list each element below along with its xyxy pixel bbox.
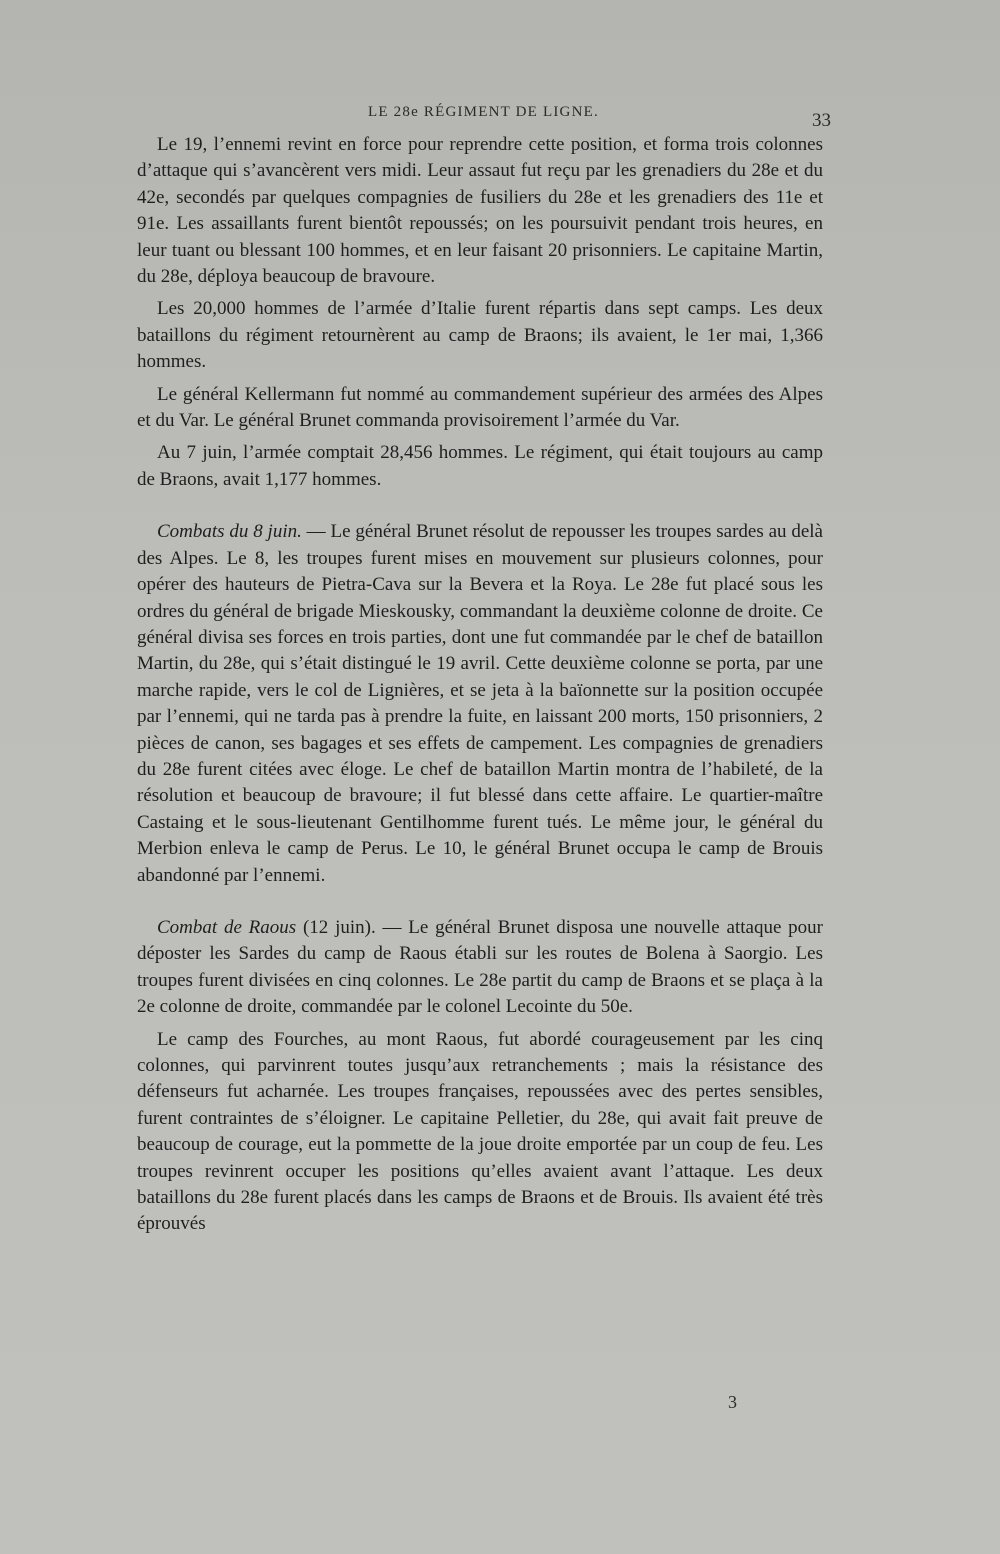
paragraph [137,132,823,290]
paragraph [137,382,823,435]
paragraph-text: Le général Kellermann fut nommé au commandement supérieur des armées des Alpes et du Var. Le général Brunet commanda provisoirement l’armée du Var. [137,383,823,432]
section-heading: Combats du 8 juin. [157,521,302,543]
page-number: 33 [812,110,831,131]
paragraph [137,1027,823,1238]
paragraph-text: — Le général Brunet résolut de repousser les troupes sardes au delà des Alpes. Le 8, les troupes furent mises en mouvement sur plusieurs colonnes, pour opérer des hauteurs de Pietra-Cava sur la Bevera et la Roya. Le 28e fut placé sous les ordres du général de brigade Mieskousky, commandant la deuxième colonne de droite. Ce général divisa ses forces en trois parties, dont une fut commandée par le chef de bataillon Martin, du 28e, qui s’était distingué le 19 avril. Cette deuxième colonne se porta, par une marche rapide, vers le col de Lignières, et se jeta à la baïonnette sur la position occupée par l’ennemi, qui ne tarda pas à prendre la fuite, en laissant 200 morts, 150 prisonniers, 2 pièces de canon, ses bagages et ses effets de campement. Les compagnies de grenadiers du 28e furent citées avec éloge. Le chef de bataillon Martin montra de l’habileté, de la résolution et beaucoup de bravoure; il fut blessé dans cette affaire. Le quartier-maître Castaing et le sous-lieutenant Gentilhomme furent tués. Le même jour, le général du Merbion enleva le camp de Perus. Le 10, le général Brunet occupa le camp de Brouis abandonné par l’ennemi. [137,521,823,886]
paragraph-text: Le 19, l’ennemi revint en force pour reprendre cette position, et forma trois colonnes d’attaque qui s’avancèrent vers midi. Leur assaut fut reçu par les grenadiers du 28e et du 42e, secondés par quelques compagnies de fusiliers du 28e et les grenadiers des 11e et 91e. Les assaillants furent bientôt repoussés; on les poursuivit pendant trois heures, en leur tuant ou blessant 100 hommes, et en leur faisant 20 prisonniers. Le capitaine Martin, du 28e, déploya beaucoup de bravoure. [137,134,823,288]
paragraph-text: Au 7 juin, l’armée comptait 28,456 hommes. Le régiment, qui était toujours au camp de Braons, avait 1,177 hommes. [137,442,823,490]
section-paragraph [137,519,823,889]
paragraph-text: Les 20,000 hommes de l’armée d’Italie furent répartis dans sept camps. Les deux bataillons du régiment retournèrent au camp de Braons; ils avaient, le 1er mai, 1,366 hommes. [137,298,823,373]
signature-mark: 3 [728,1392,737,1412]
running-title: LE 28e RÉGIMENT DE LIGNE. [368,104,599,120]
section-paragraph [137,915,823,1021]
paragraph-text: Le camp des Fourches, au mont Raous, fut abordé courageusement par les cinq colonnes, qui parvinrent toutes jusqu’aux retranchements ; mais la résistance des défenseurs fut acharnée. Les troupes françaises, repoussées avec des pertes sensibles, furent contraintes de s’éloigner. Le capitaine Pelletier, du 28e, qui avait fait preuve de beaucoup de courage, eut la pommette de la joue droite emportée par un coup de feu. Les troupes revinrent occuper les positions qu’elles avaient avant l’attaque. Les deux bataillons du 28e furent placés dans les camps de Braons et de Brouis. Ils avaient été très éprouvés [137,1028,823,1235]
paragraph [137,296,823,375]
paragraph-text: (12 juin). — Le général Brunet disposa une nouvelle attaque pour déposter les Sardes du camp de Raous établi sur les routes de Bolena à Saorgio. Les troupes furent divisées en cinq colonnes. Le 28e partit du camp de Braons et se plaça à la 2e colonne de droite, commandée par le colonel Lecointe du 50e. [137,916,823,1018]
body-text [137,132,823,1244]
section-heading: Combat de Raous [157,916,297,938]
paragraph [137,440,823,493]
